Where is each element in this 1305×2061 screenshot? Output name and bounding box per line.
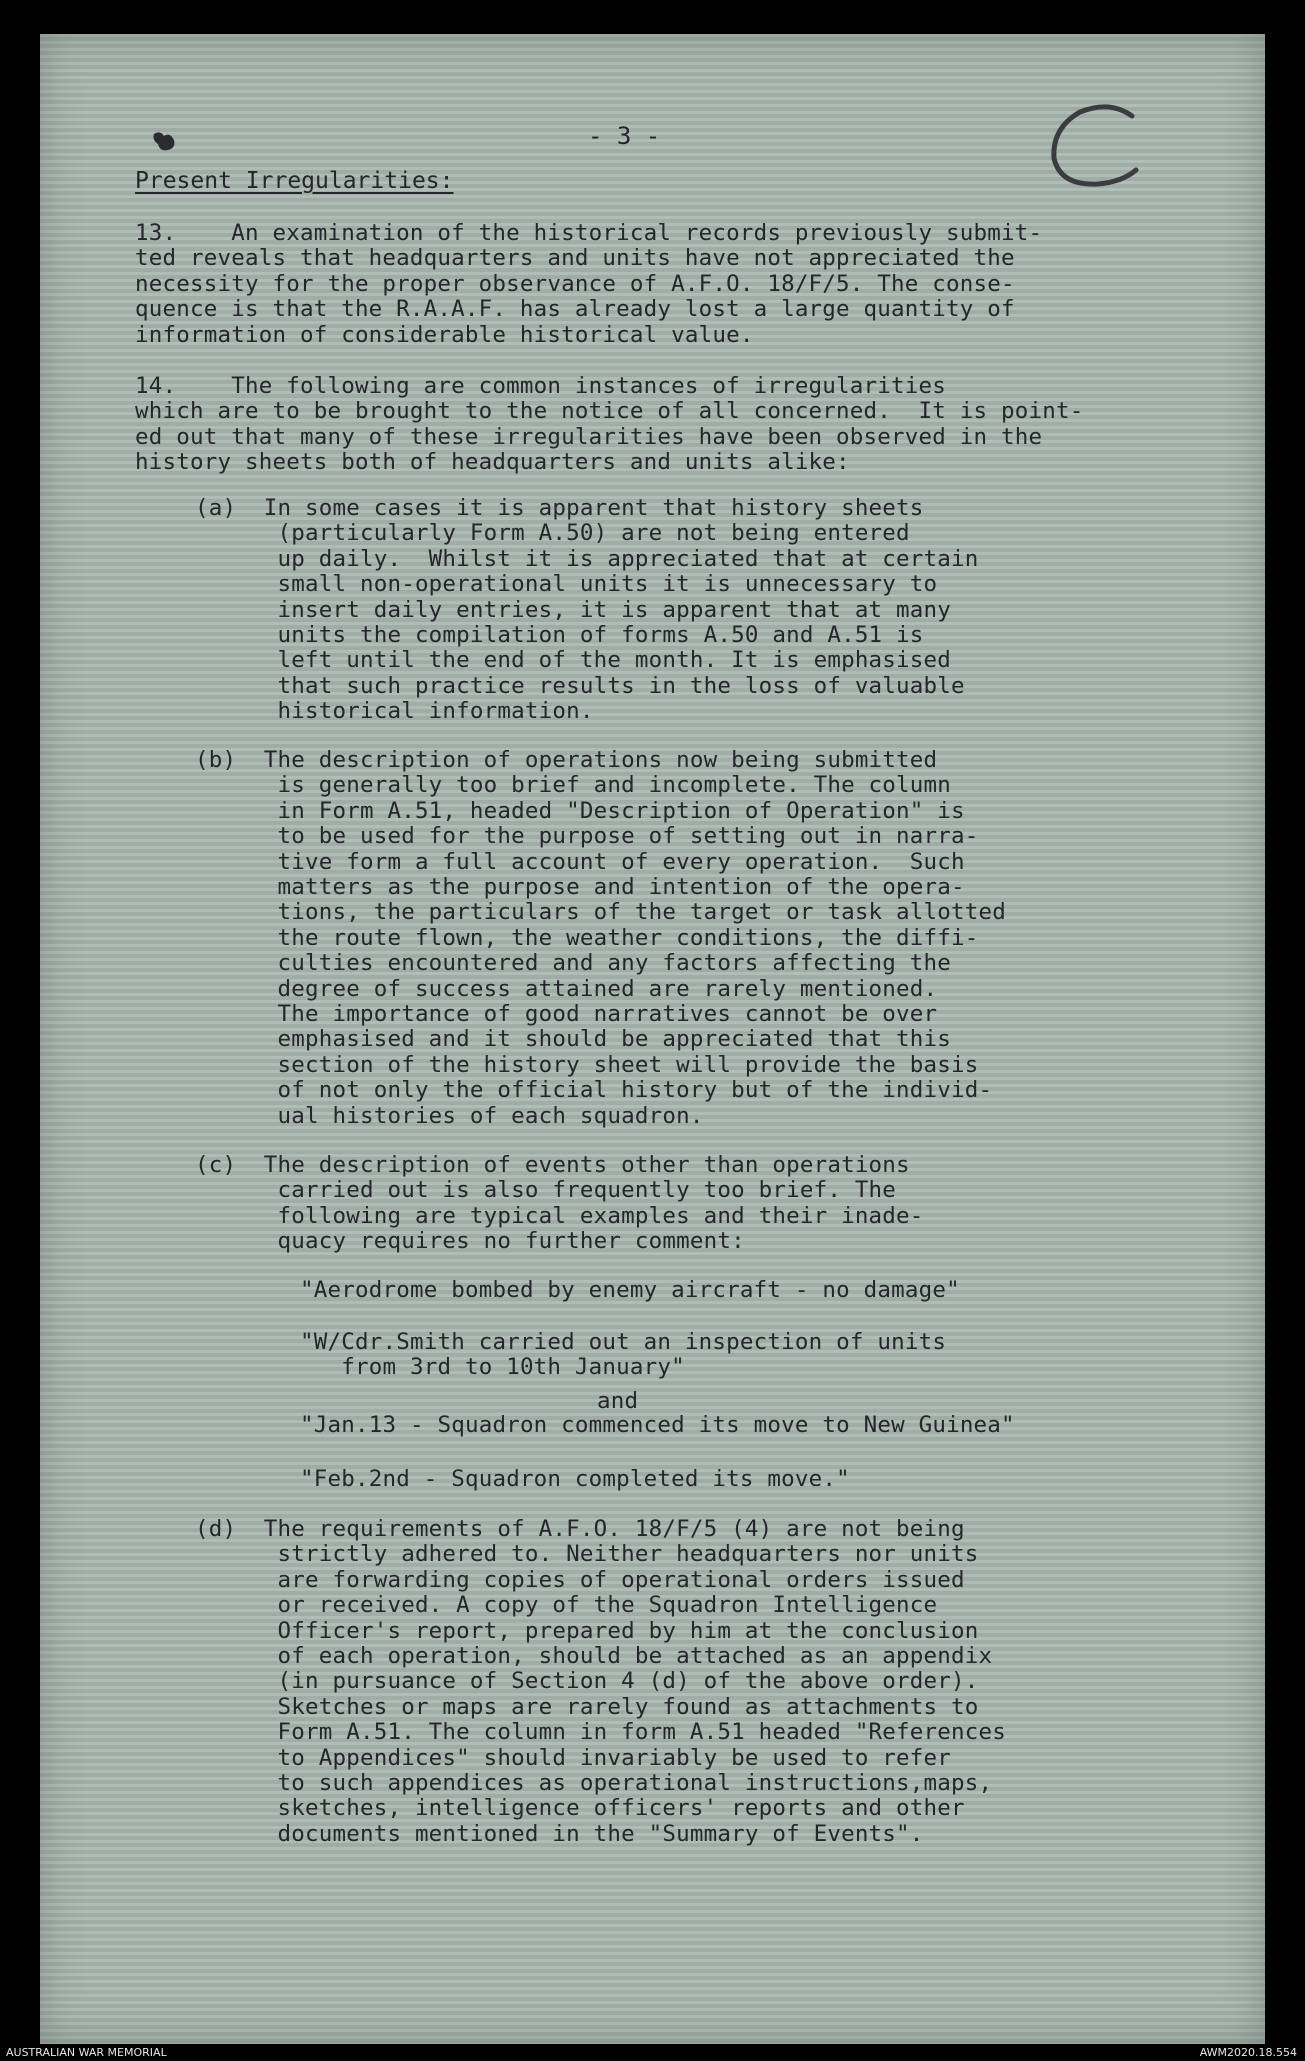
item-c: (c) The description of events other than operations carried out is also frequently too brief. The following are typical examples and their inade- quacy requires no further comment: [195,1152,924,1255]
paragraph-14: 14. The following are common instances of irregularities which are to be brought to the notice of all concerned. It is point- ed out that many of these irregularities have been observed in the history sheets both of headquarters and units alike: [135,373,1084,476]
item-b: (b) The description of operations now being submitted is generally too brief and incomplete. The column in Form A.51, headed "Description of Operation" is to be used for the purpose of setting out in narra- tive form a full account of every operation. Such matters as the purpose and intention of the opera- tions, the particulars of the target or task allotted the route flown, the weather conditions, the diffi- culties encountered and any factors affecting the degree of success attained are rarely mentioned. The importance of good narratives cannot be over emphasised and it should be appreciated that this section of the history sheet will provide the basis of not only the official history but of the individ- ual histories of each squadron. [195,747,1007,1129]
section-heading: Present Irregularities: [135,168,454,194]
item-d: (d) The requirements of A.F.O. 18/F/5 (4) are not being strictly adhered to. Neither headquarters nor units are forwarding copies of operational orders issued or received. A copy of the Squadron Intelligence Officer's report, prepared by him at the conclusion of each operation, should be attached as an appendix (in pursuance of Section 4 (d) of the above order). Sketches or maps are rarely found as attachments to Form A.51. The column in form A.51 headed "References to Appendices" should invariably be used to refer to such appendices as operational instructions,maps, sketches, intelligence officers' reports and other documents mentioned in the "Summary of Events". [195,1516,1007,1847]
example-4: "Feb.2nd - Squadron completed its move." [300,1466,850,1492]
paragraph-13: 13. An examination of the historical records previously submit- ted reveals that headquarters and units have not appreciated the necessity for the proper observance of A.F.O. 18/F/5. The conse- quence is that the R.A.A.F. has already lost a large quantity of information of considerable historical value. [135,220,1043,348]
footer-reference: AWM2020.18.554 [1199,2046,1297,2059]
example-3: "Jan.13 - Squadron commenced its move to New Guinea" [300,1412,1015,1438]
item-a: (a) In some cases it is apparent that history sheets (particularly Form A.50) are not being entered up daily. Whilst it is appreciated that at certain small non-operational units it is unnecessary to insert daily entries, it is apparent that at many units the compilation of forms A.50 and A.51 is left until the end of the month. It is emphasised that such practice results in the loss of valuable historical information. [195,495,979,725]
example-2: "W/Cdr.Smith carried out an inspection of units from 3rd to 10th January" [300,1329,947,1381]
footer-credit: AUSTRALIAN WAR MEMORIAL [6,2046,167,2059]
example-connector: and [597,1388,639,1414]
page-number: - 3 - [588,122,661,150]
ink-blot-mark [150,128,180,154]
example-1: "Aerodrome bombed by enemy aircraft - no damage" [300,1277,960,1303]
handwritten-annotation [1040,98,1150,198]
